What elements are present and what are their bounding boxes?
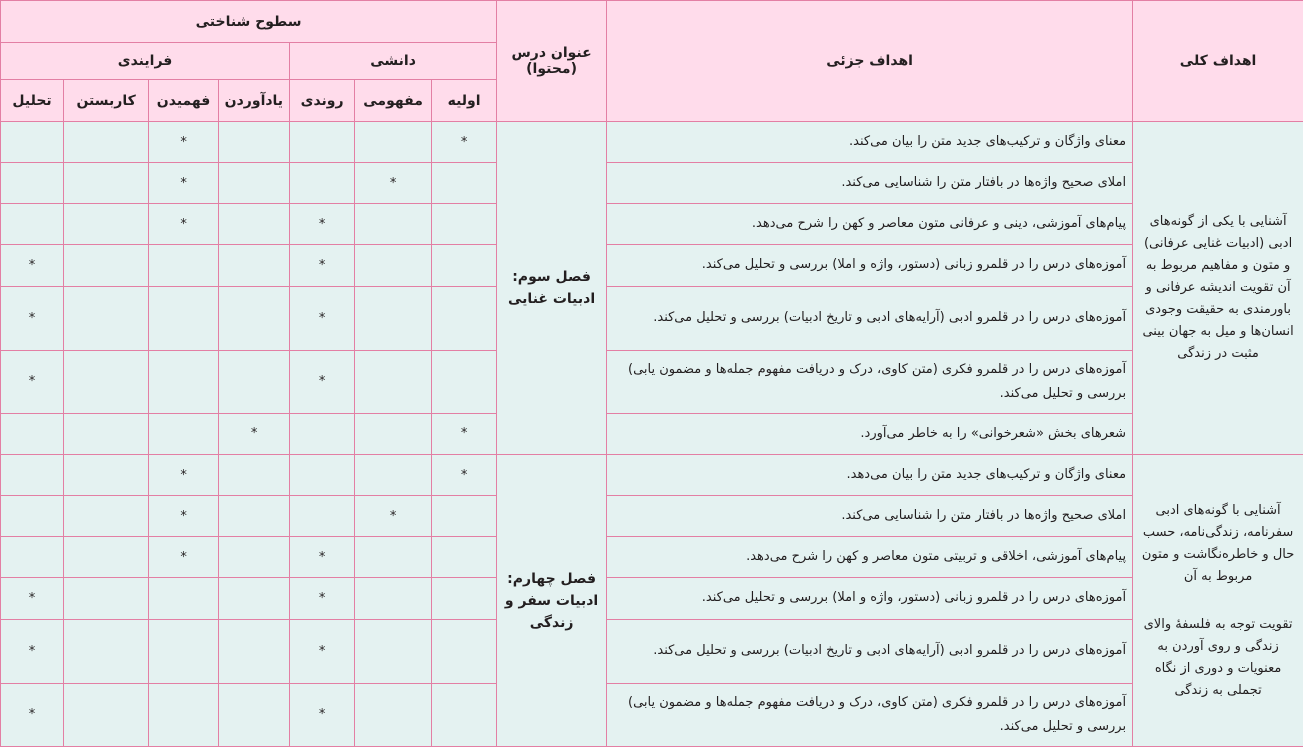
level-mark-cell	[64, 163, 149, 204]
lesson-title-cell: فصل سوم: ادبیات غنایی	[497, 122, 607, 455]
table-row	[1, 204, 1303, 245]
level-mark-cell: *	[355, 163, 432, 204]
overall-goal-text: تقویت توجه به فلسفهٔ والای زندگی و روی آوردن به معنویات و دوری از نگاه تجملی به زندگی	[1143, 616, 1293, 698]
level-mark-cell: *	[290, 578, 355, 619]
level-mark-cell	[432, 496, 497, 537]
level-mark-cell	[219, 496, 290, 537]
table-row	[1, 286, 1303, 350]
level-mark-cell	[219, 455, 290, 496]
level-mark-cell	[355, 455, 432, 496]
level-header-procedural: روندی	[290, 80, 355, 122]
table-row	[1, 578, 1303, 619]
level-mark-cell	[64, 619, 149, 683]
overall-goal-cell	[1133, 122, 1303, 455]
level-mark-cell: *	[290, 537, 355, 578]
level-mark-cell	[290, 455, 355, 496]
level-mark-cell	[64, 122, 149, 163]
level-mark-cell	[355, 350, 432, 413]
level-header-conceptual: مفهومی	[355, 80, 432, 122]
level-mark-cell	[219, 163, 290, 204]
level-mark-cell: *	[290, 350, 355, 413]
table-row	[1, 245, 1303, 286]
level-mark-cell	[219, 578, 290, 619]
partial-goal-cell: آموزه‌های درس را در قلمرو زبانی (دستور، واژه و املا) بررسی و تحلیل می‌کند.	[607, 245, 1133, 286]
level-mark-cell	[432, 537, 497, 578]
level-mark-cell: *	[290, 204, 355, 245]
level-header-primary: اولیه	[432, 80, 497, 122]
level-mark-cell	[64, 537, 149, 578]
cognitive-levels-header: سطوح شناختی	[1, 1, 497, 43]
level-mark-cell	[355, 578, 432, 619]
level-mark-cell	[1, 122, 64, 163]
level-mark-cell: *	[1, 683, 64, 746]
level-mark-cell	[149, 286, 219, 350]
table-row	[1, 455, 1303, 496]
level-mark-cell	[64, 245, 149, 286]
level-header-remember: یادآوردن	[219, 80, 290, 122]
level-mark-cell	[219, 204, 290, 245]
level-mark-cell	[219, 537, 290, 578]
level-mark-cell	[355, 413, 432, 454]
level-mark-cell: *	[149, 122, 219, 163]
overall-goal-text: آشنایی با یکی از گونه‌های ادبی (ادبیات غنایی عرفانی) و متون و مفاهیم مربوط به آن تقویت اندیشه عرفانی و باورمندی به حقیقت وجودی انسان‌ها و میل به جهان بینی مثبت در زندگی	[1142, 214, 1294, 361]
level-mark-cell	[355, 619, 432, 683]
overall-goal-cell	[1133, 455, 1303, 747]
level-mark-cell	[219, 683, 290, 746]
level-mark-cell	[149, 245, 219, 286]
level-mark-cell: *	[432, 455, 497, 496]
table-row	[1, 537, 1303, 578]
level-mark-cell	[432, 163, 497, 204]
table-row	[1, 163, 1303, 204]
partial-goal-cell: آموزه‌های درس را در قلمرو فکری (متن کاوی، درک و دریافت مفهوم جمله‌ها و مضمون یابی) بررسی و تحلیل می‌کند.	[607, 683, 1133, 746]
level-mark-cell	[64, 286, 149, 350]
level-mark-cell	[64, 496, 149, 537]
table-row	[1, 496, 1303, 537]
knowledge-header: دانشی	[290, 43, 497, 80]
partial-goal-cell: شعرهای بخش «شعرخوانی» را به خاطر می‌آورد.	[607, 413, 1133, 454]
level-mark-cell: *	[149, 496, 219, 537]
partial-goal-cell: معنای واژگان و ترکیب‌های جدید متن را بیان می‌دهد.	[607, 455, 1133, 496]
level-mark-cell	[355, 683, 432, 746]
partial-goal-cell: آموزه‌های درس را در قلمرو ادبی (آرایه‌های ادبی و تاریخ ادبیات) بررسی و تحلیل می‌کند.	[607, 619, 1133, 683]
partial-goal-cell: آموزه‌های درس را در قلمرو فکری (متن کاوی، درک و دریافت مفهوم جمله‌ها و مضمون یابی) بررسی و تحلیل می‌کند.	[607, 350, 1133, 413]
level-mark-cell	[149, 619, 219, 683]
level-mark-cell	[1, 537, 64, 578]
level-mark-cell	[355, 122, 432, 163]
level-mark-cell: *	[432, 413, 497, 454]
overall-goals-header: اهداف کلی	[1133, 1, 1303, 122]
table-row	[1, 619, 1303, 683]
level-mark-cell	[432, 350, 497, 413]
level-mark-cell	[64, 204, 149, 245]
lesson-title-header: عنوان درس (محتوا)	[497, 1, 607, 122]
level-header-understand: فهمیدن	[149, 80, 219, 122]
level-mark-cell	[355, 286, 432, 350]
level-mark-cell: *	[290, 286, 355, 350]
table-header	[1, 1, 1303, 122]
level-header-apply: کاربستن	[64, 80, 149, 122]
lesson-title-cell: فصل چهارم: ادبیات سفر و زندگی	[497, 455, 607, 747]
level-mark-cell	[355, 245, 432, 286]
level-mark-cell	[149, 350, 219, 413]
level-mark-cell: *	[1, 245, 64, 286]
level-mark-cell	[432, 245, 497, 286]
level-mark-cell	[1, 413, 64, 454]
level-mark-cell: *	[1, 286, 64, 350]
level-mark-cell	[219, 122, 290, 163]
level-mark-cell	[64, 683, 149, 746]
level-mark-cell	[219, 286, 290, 350]
level-mark-cell	[432, 204, 497, 245]
level-mark-cell: *	[1, 619, 64, 683]
process-header: فرایندی	[1, 43, 290, 80]
level-mark-cell	[355, 537, 432, 578]
partial-goal-cell: پیام‌های آموزشی، دینی و عرفانی متون معاصر و کهن را شرح می‌دهد.	[607, 204, 1133, 245]
level-mark-cell	[290, 163, 355, 204]
level-mark-cell	[149, 413, 219, 454]
table-row	[1, 413, 1303, 454]
level-mark-cell: *	[219, 413, 290, 454]
level-mark-cell	[64, 413, 149, 454]
level-mark-cell	[64, 455, 149, 496]
level-mark-cell	[1, 496, 64, 537]
level-mark-cell: *	[149, 537, 219, 578]
level-mark-cell	[1, 163, 64, 204]
level-mark-cell: *	[1, 350, 64, 413]
table-row	[1, 122, 1303, 163]
level-mark-cell	[64, 350, 149, 413]
level-mark-cell	[219, 350, 290, 413]
level-mark-cell: *	[432, 122, 497, 163]
level-mark-cell: *	[290, 683, 355, 746]
level-mark-cell: *	[149, 204, 219, 245]
level-mark-cell	[149, 578, 219, 619]
level-mark-cell: *	[290, 245, 355, 286]
level-mark-cell	[1, 455, 64, 496]
level-mark-cell	[432, 619, 497, 683]
level-mark-cell	[355, 204, 432, 245]
partial-goal-cell: پیام‌های آموزشی، اخلاقی و تربیتی متون معاصر و کهن را شرح می‌دهد.	[607, 537, 1133, 578]
partial-goal-cell: آموزه‌های درس را در قلمرو ادبی (آرایه‌های ادبی و تاریخ ادبیات) بررسی و تحلیل می‌کند.	[607, 286, 1133, 350]
level-mark-cell	[290, 496, 355, 537]
partial-goals-header: اهداف جزئی	[607, 1, 1133, 122]
level-mark-cell: *	[149, 163, 219, 204]
level-mark-cell	[432, 683, 497, 746]
table-body	[1, 122, 1303, 747]
partial-goal-cell: املای صحیح واژه‌ها در بافتار متن را شناسایی می‌کند.	[607, 163, 1133, 204]
level-mark-cell	[290, 413, 355, 454]
level-mark-cell: *	[1, 578, 64, 619]
level-mark-cell	[219, 619, 290, 683]
level-mark-cell	[432, 578, 497, 619]
level-mark-cell	[64, 578, 149, 619]
partial-goal-cell: املای صحیح واژه‌ها در بافتار متن را شناسایی می‌کند.	[607, 496, 1133, 537]
level-mark-cell	[290, 122, 355, 163]
partial-goal-cell: معنای واژگان و ترکیب‌های جدید متن را بیان می‌کند.	[607, 122, 1133, 163]
level-mark-cell	[149, 683, 219, 746]
table-row	[1, 350, 1303, 413]
level-header-analyze: تحلیل	[1, 80, 64, 122]
level-mark-cell: *	[355, 496, 432, 537]
level-mark-cell: *	[290, 619, 355, 683]
table-row	[1, 683, 1303, 746]
overall-goal-text: آشنایی با گونه‌های ادبی سفرنامه، زندگی‌نامه، حسب حال و خاطره‌نگاشت و متون مربوط به آن	[1141, 502, 1295, 584]
level-mark-cell: *	[149, 455, 219, 496]
level-mark-cell	[219, 245, 290, 286]
level-mark-cell	[432, 286, 497, 350]
partial-goal-cell: آموزه‌های درس را در قلمرو زبانی (دستور، واژه و املا) بررسی و تحلیل می‌کند.	[607, 578, 1133, 619]
level-mark-cell	[1, 204, 64, 245]
